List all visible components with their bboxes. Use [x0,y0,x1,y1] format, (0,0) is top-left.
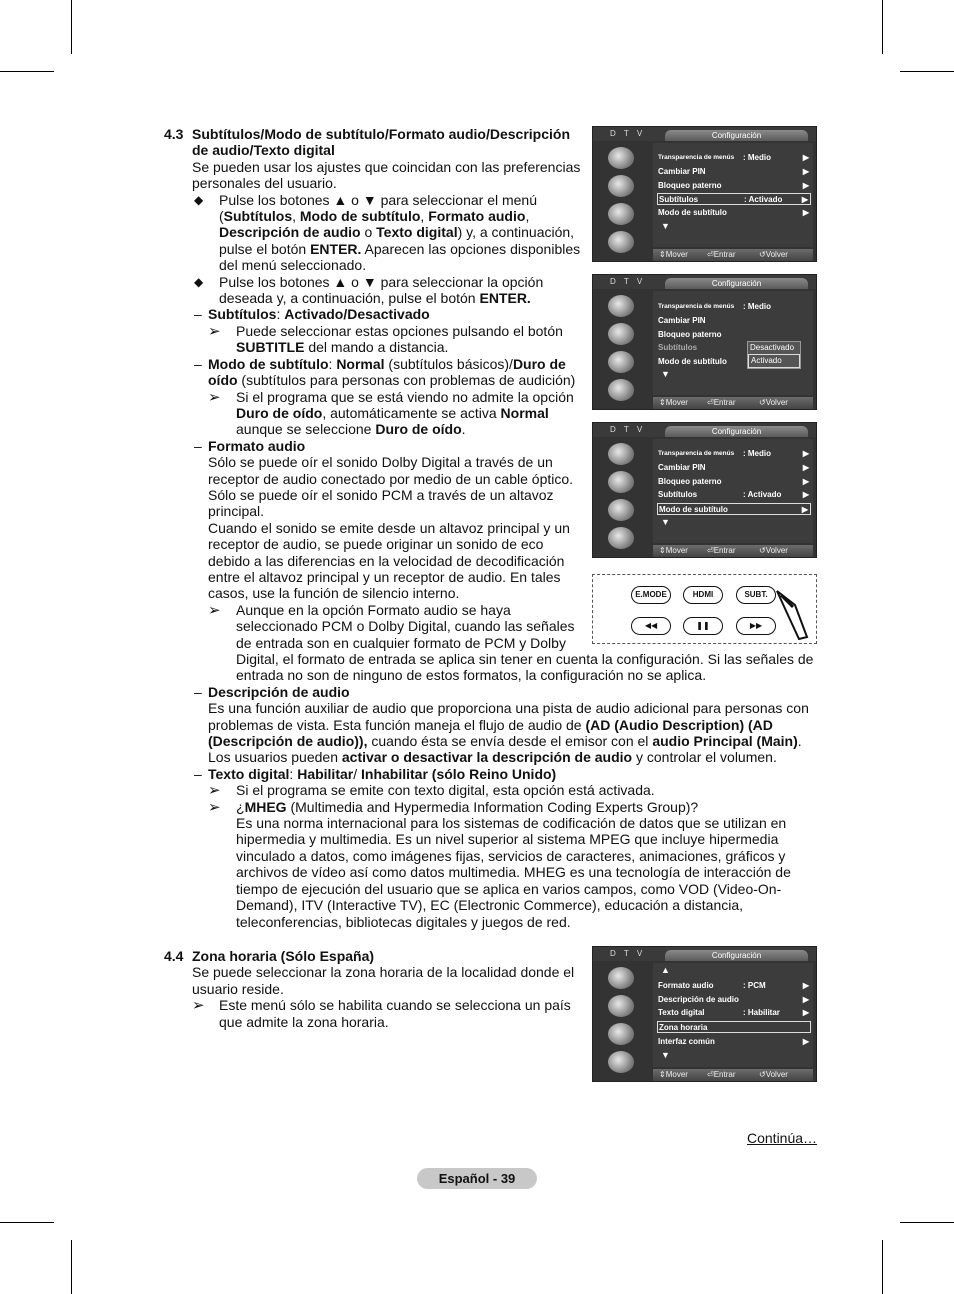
item-formato-audio: – Formato audio [194,437,306,454]
section-intro: Se pueden usar los ajustes que coincidan con las preferencias personales del usuario. [192,158,581,192]
note-formato-audio-continued: Digital, el formato de entrada se aplica sin tener en cuenta la configuración. Si las señales de entrada no son de ninguno de estos formatos, la configuración no se aplica. [236,651,814,684]
setup-icon [608,231,634,253]
tv-menu-screen-4: D T V Configuración ▲ Formato audio : PCM ▶ Descripción de audio ▶ Texto digital : Habilitar ▶ Zona horaria Interfaz común ▶ ▼ ⇕ Mover ⏎ Entrar ↺ Volver [592,946,817,1082]
formato-audio-paragraph-1: Sólo se puede oír el sonido Dolby Digital a través de un receptor de audio conectado por medio de un cable óptico. Sólo se puede oír el sonido PCM a través de un altavoz principal. [208,454,574,520]
note-zona-horaria: ➢ Este menú sólo se habilita cuando se selecciona un país que admite la zona horaria. [192,997,571,1030]
remote-control-illustration [592,574,817,644]
picture-icon [608,147,634,169]
section-title: Zona horaria (Sólo España) [192,948,375,964]
diamond-bullet-icon: ◆ [194,274,204,289]
section-4-4-heading: 4.4 Zona horaria (Sólo España) [164,948,375,964]
descripcion-audio-paragraph: Es una función auxiliar de audio que proporciona una pista de audio adicional para personas con problemas de vista. Esta función maneja el flujo de audio de (AD (Audio Description) (AD (Descripción de audio)), cuando ésta se envía desde el emisor con el audio Principal (Main). Los usuarios pueden activar o desactivar la descripción de audio y controlar el volumen. [208,700,809,766]
mheg-paragraph: Es una norma internacional para los sistemas de codificación de datos que se utilizan en hipermedia y multimedia. Es un nivel superior al sistema MPEG que incluye hipermedia vinculado a datos, como imágenes fijas, servicios de caracteres, animaciones, gráficos y archivos de vídeo así como datos multimedia. MHEG es una tecnología de interacción de tiempo de ejecución del usuario que se aplica en varios campos, como VOD (Video-On-Demand), ITV (Interactive TV), EC (Electronic Commerce), educación a distancia, teleconferencias, bibliotecas digitales y juegos de red. [236,815,791,930]
arrow-note-icon: ➢ [208,798,221,816]
arrow-note-icon: ➢ [208,388,221,406]
note-texto-digital: ➢ Si el programa se emite con texto digital, esta opción está activada. [208,782,655,800]
item-subtitulos: – Subtítulos: Activado/Desactivado [194,306,430,323]
channel-icon [608,203,634,225]
item-descripcion-audio: – Descripción de audio [194,683,350,700]
pointing-hand-icon [773,585,813,640]
continua-link: Continúa… [747,1130,818,1146]
section-4-4-paragraph: Se puede seleccionar la zona horaria de la localidad donde el usuario reside. [192,964,575,997]
formato-audio-paragraph-2: Cuando el sonido se emite desde un altavoz principal y un receptor de audio, se puede originar un sonido de eco debido a las diferencias en la velocidad de decodificación entre el altavoz principal y un receptor de audio. En tales casos, use la función de silencio interno. [208,519,570,602]
step-bullet-2: ◆ Pulse los botones ▲ o ▼ para seleccionar la opción deseada y, a continuación, pulse el botón ENTER. [194,273,544,307]
item-modo-subtitulo: – Modo de subtítulo: Normal (subtítulos básicos)/Duro de oído (subtítulos para personas con problemas de audición) [194,355,576,389]
item-texto-digital: – Texto digital: Habilitar/ Inhabilitar (sólo Reino Unido) [194,765,557,782]
subtitle-options-popup: Desactivado Activado [747,341,801,369]
emode-button: E.MODE [631,586,671,604]
note-formato-audio: ➢ Aunque en la opción Formato audio se haya seleccionado PCM o Dolby Digital, cuando las señales de entrada son en cualquier formato de PCM y Dolby [208,601,575,651]
section-4-4 [164,948,584,1030]
note-mheg: ➢ ¿MHEG (Multimedia and Hypermedia Information Coding Experts Group)? [208,798,699,816]
arrow-note-icon: ➢ [192,997,205,1015]
arrow-note-icon: ➢ [208,782,221,800]
tv-menu-screen-2: D T V Configuración Transparencia de menús : Medio Cambiar PIN Bloqueo paterno Subtítulos Modo de subtítulo ▼ Desactivado Activado ⇕ Mover ⏎ Entrar ↺ Volver [592,274,817,410]
diamond-bullet-icon: ◆ [194,192,204,207]
sound-icon [608,175,634,197]
note-duro-de-oido: ➢ Si el programa que se está viendo no admite la opción Duro de oído, automáticamente se activa Normal aunque se seleccione Duro de oído. [208,388,574,438]
pause-button: ❚❚ [683,617,723,635]
arrow-note-icon: ➢ [208,322,221,340]
subtitle-button: SUBT. [736,586,776,604]
hdmi-button: HDMI [683,586,723,604]
tv-menu-screen-1: D T V Configuración Transparencia de menús : Medio ▶ Cambiar PIN ▶ Bloqueo paterno ▶ Subtítulos : Activado ▶ Modo de subtítulo ▶ ▼ ⇕ Mover ⏎ Entrar ↺ Volver [592,126,817,262]
rewind-button: ◀◀ [631,617,671,635]
page-number-badge: Español - 39 [417,1168,537,1189]
section-4-3-heading [164,126,584,159]
section-4-3-continued [164,651,816,930]
fast-forward-button: ▶▶ [736,617,776,635]
section-number: 4.3 [164,126,184,142]
step-bullet-1: ◆ Pulse los botones ▲ o ▼ para seleccionar el menú (Subtítulos, Modo de subtítulo, Formato audio, Descripción de audio o Texto digital) y, a continuación, pulse el botón ENTER. Aparecen las opciones disponibles del menú seleccionado. [194,191,581,274]
arrow-note-icon: ➢ [208,601,221,619]
section-title: Subtítulos/Modo de subtítulo/Formato audio/Descripción de audio/Texto digital [192,126,570,159]
section-4-3 [164,126,584,651]
tv-menu-screen-3: D T V Configuración Transparencia de menús : Medio ▶ Cambiar PIN ▶ Bloqueo paterno ▶ Subtítulos : Activado ▶ Modo de subtítulo ▶ ▼ ⇕ Mover ⏎ Entrar ↺ Volver [592,422,817,558]
note-subtitle-button: ➢ Puede seleccionar estas opciones pulsando el botón SUBTITLE del mando a distancia. [208,322,563,356]
